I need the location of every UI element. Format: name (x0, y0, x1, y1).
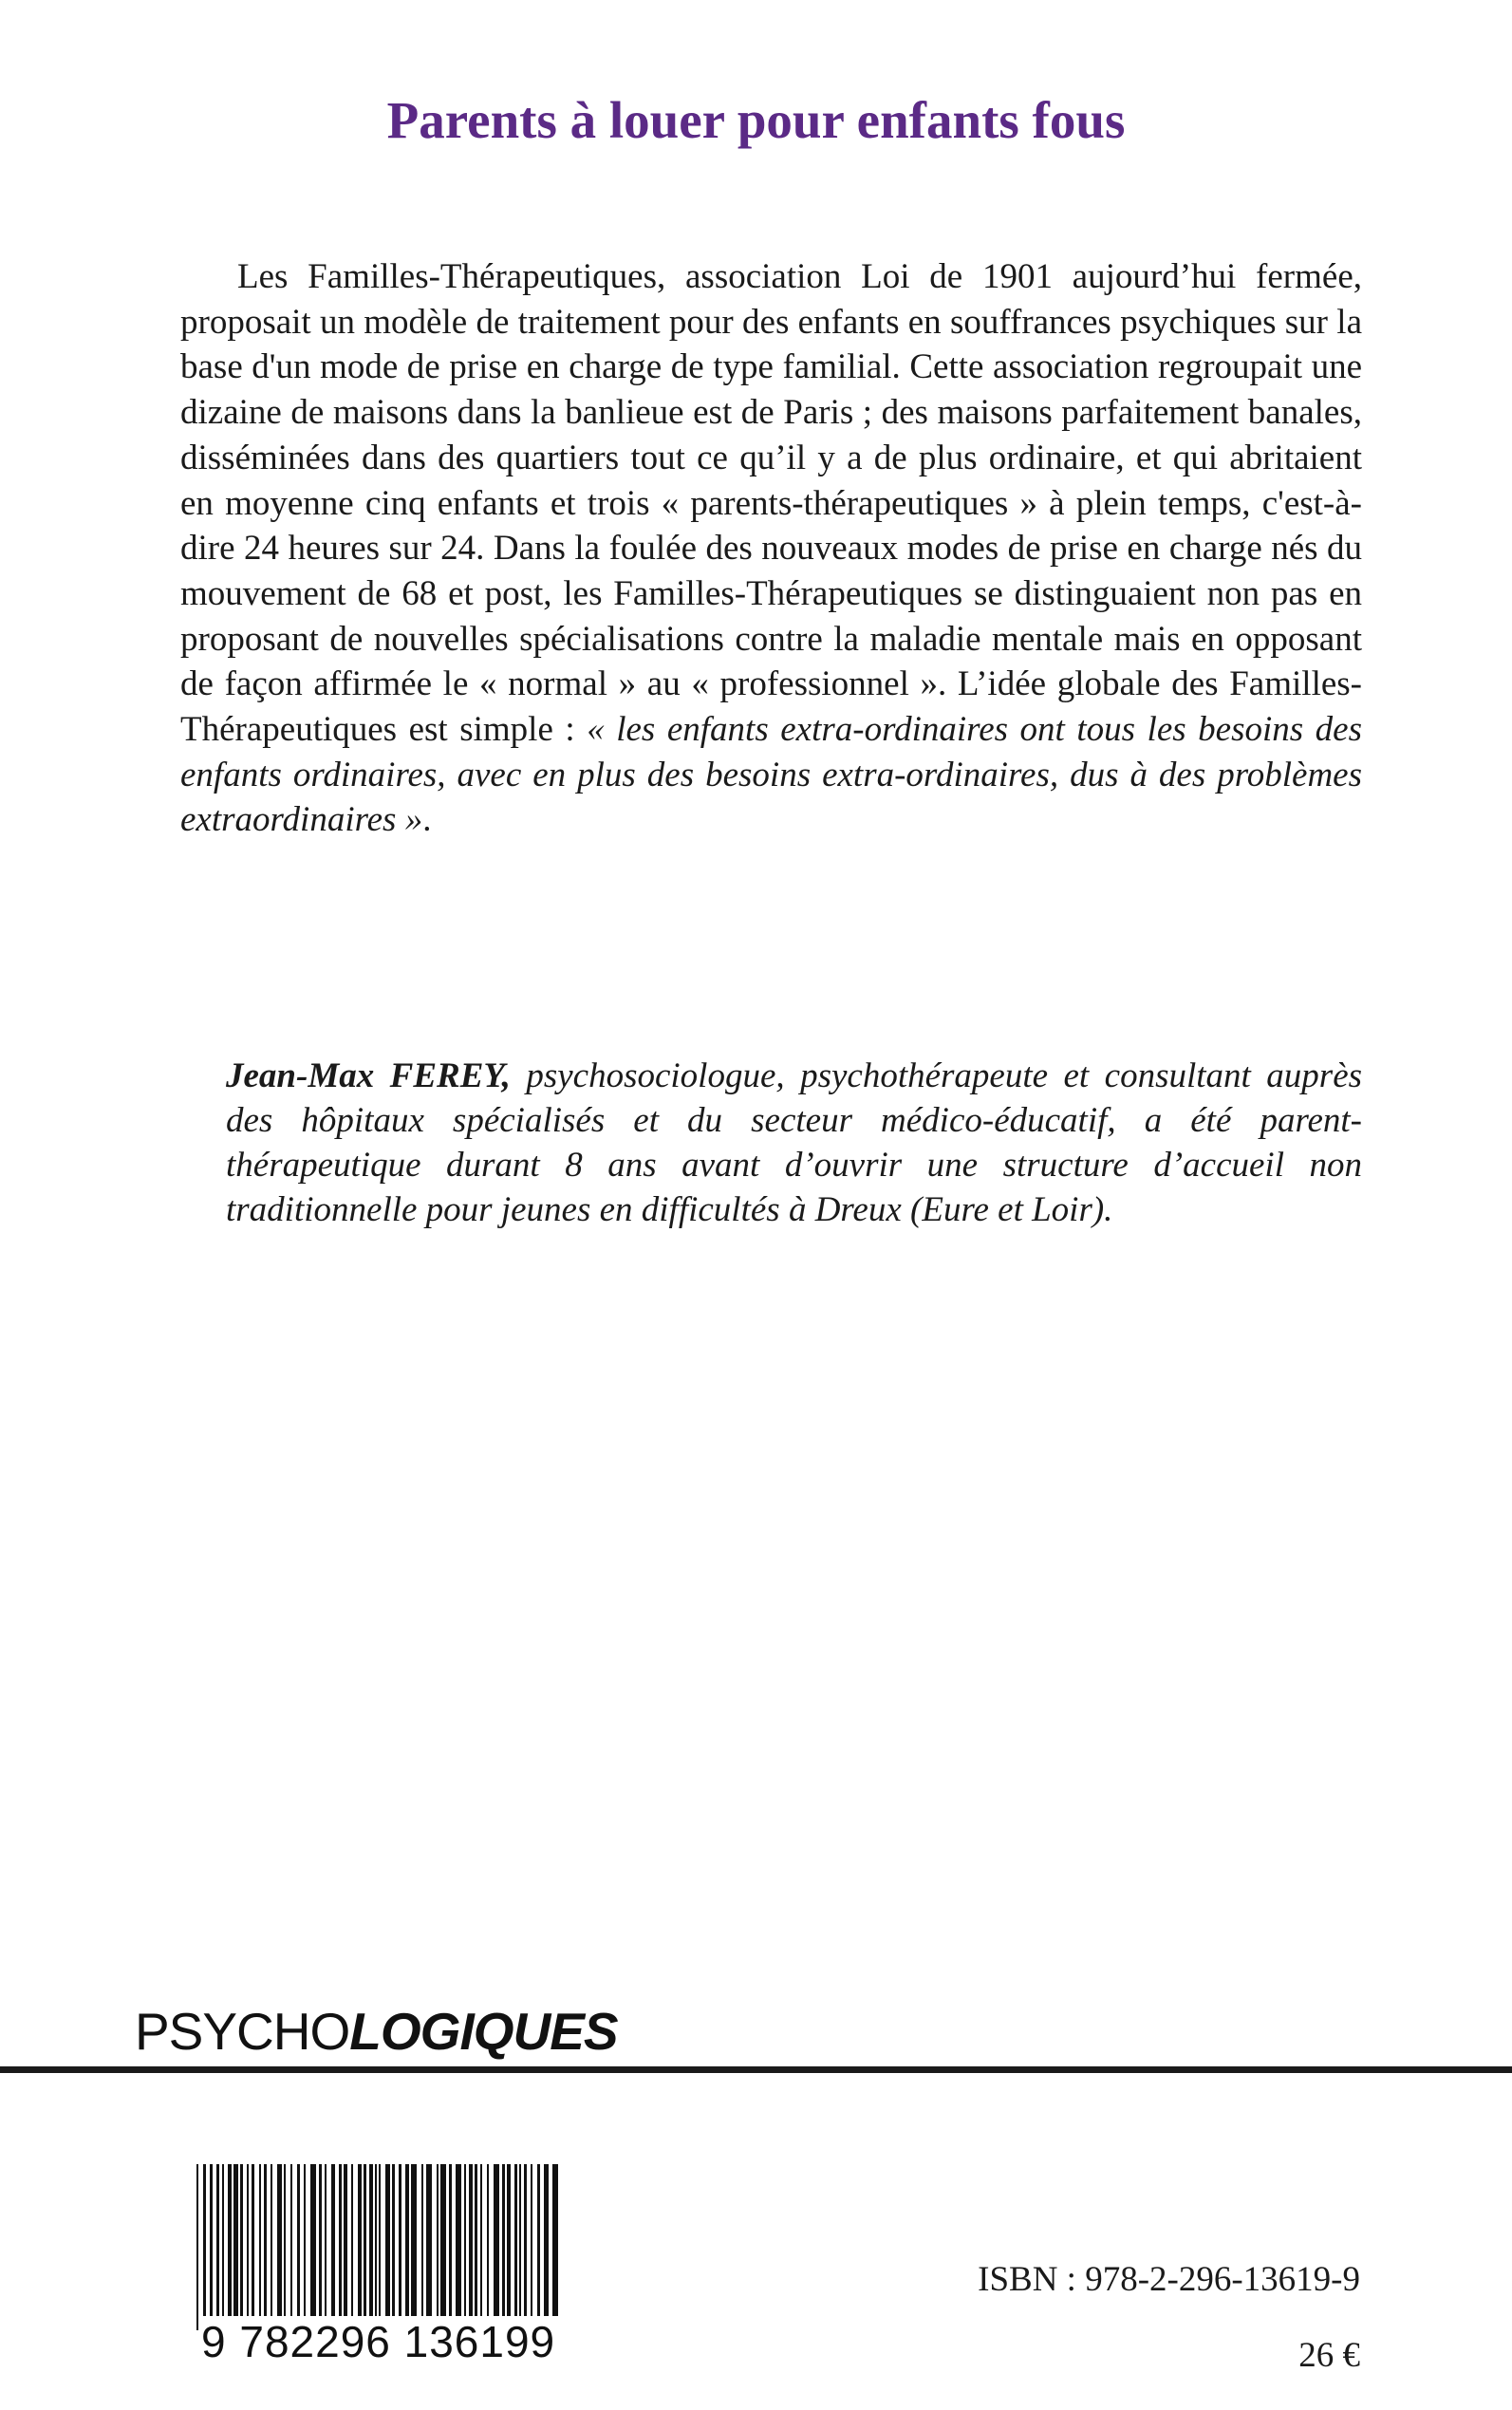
summary-end: . (422, 800, 432, 840)
divider-rule (0, 2066, 1512, 2073)
author-bio-paragraph (226, 1054, 1362, 1232)
summary-quote: « les enfants extra-ordinaires ont tous les besoins des enfants ordinaires, avec en plus des besoins extra-ordinaires, dus à des problèmes extraordinaires » (180, 710, 1362, 840)
author-bio: psychosociologue, psychothérapeute et consultant auprès des hôpitaux spécialisés et du secteur médico-éducatif, a été parent-thérapeutique durant 8 ans avant d’ouvrir une structure d’accueil non traditionnelle pour jeunes en difficultés à Dreux (Eure et Loir). (226, 1056, 1363, 1229)
isbn: ISBN : 978-2-296-13619-9 (978, 2260, 1360, 2299)
barcode-digits: 9 782296 136199 (199, 2316, 573, 2367)
series-logo-part2: LOGIQUES (349, 2002, 618, 2061)
summary-paragraph (180, 254, 1362, 843)
book-title: Parents à louer pour enfants fous (386, 91, 1126, 149)
price: 26 € (1298, 2336, 1360, 2375)
author-name: Jean-Max FEREY, (226, 1056, 511, 1095)
summary-text: Les Familles-Thérapeutiques, association Loi de 1901 aujourd’hui fermée, proposait un modèle de traitement pour des enfants en souffrances psychiques sur la base d'un mode de prise en charge de type familial. Cette association regroupait une dizaine de maisons dans la banlieue est de Paris ; des maisons parfaitement banales, disséminées dans des quartiers tout ce qu’il y a de plus ordinaire, et qui abritaient en moyenne cinq enfants et trois « parents-thérapeutiques » à plein temps, c'est-à-dire 24 heures sur 24. Dans la foulée des nouveaux modes de prise en charge nés du mouvement de 68 et post, les Familles-Thérapeutiques se distinguaient non pas en proposant de nouvelles spécialisations contre la maladie mentale mais en opposant de façon affirmée le « normal » au « professionnel ». L’idée globale des Familles-Thérapeutiques est simple : (180, 257, 1362, 750)
series-logo (135, 2001, 618, 2062)
series-logo-part1: PSYCHO (135, 2002, 350, 2061)
barcode-bars (195, 2164, 565, 2330)
